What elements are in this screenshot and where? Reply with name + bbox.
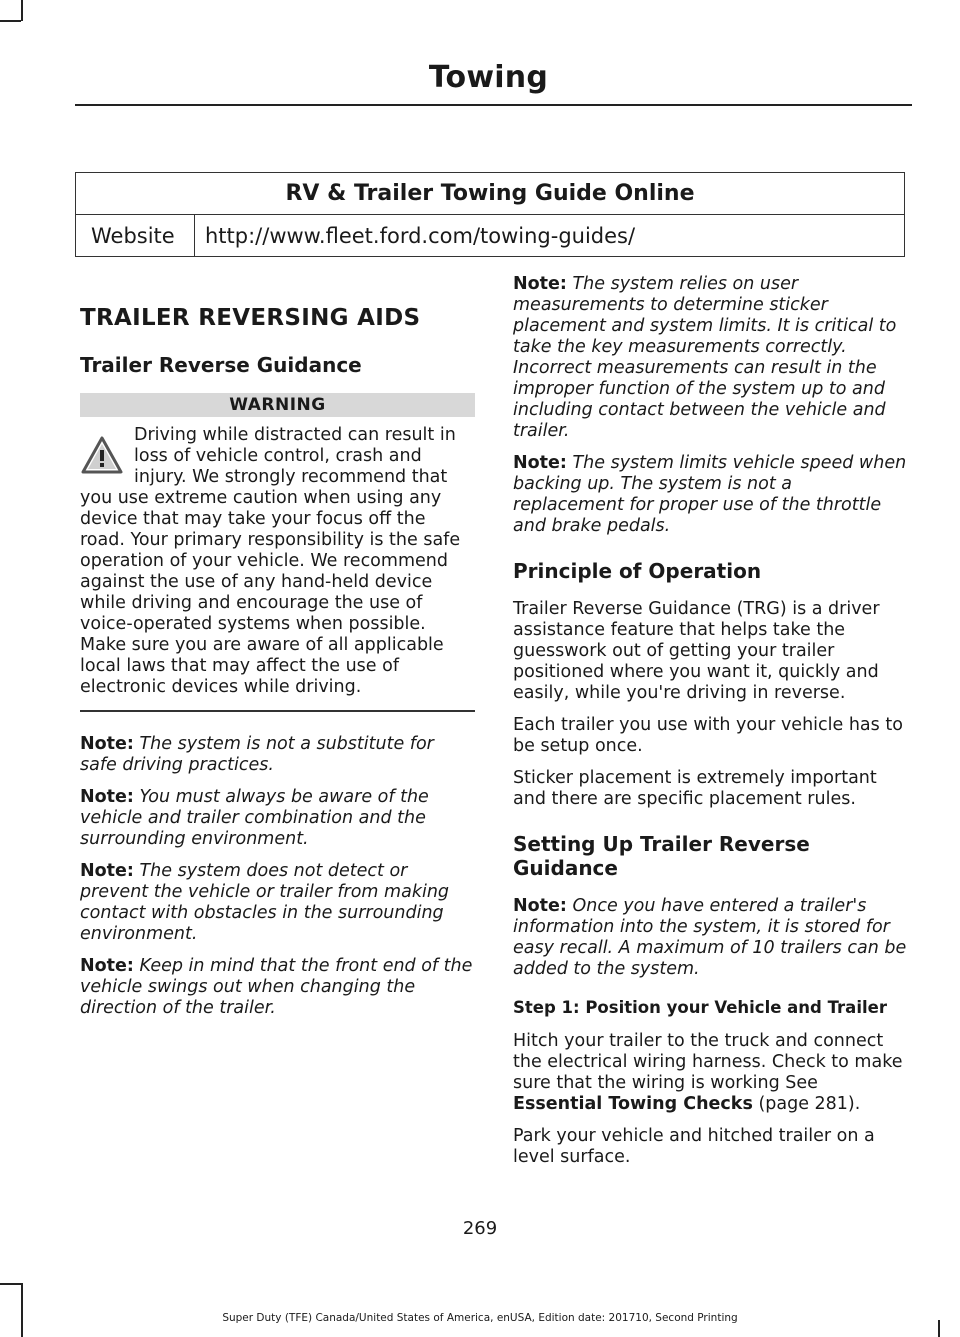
note-text: Once you have entered a trailer's information into the system, it is stored for easy recall. A maximum of 10 trailers can be added to the system. — [513, 896, 907, 979]
header-rule — [75, 104, 912, 106]
note — [80, 956, 475, 1019]
note-label: Note: — [513, 453, 567, 473]
step-text: Hitch your trailer to the truck and connect the electrical wiring harness. Check to make sure that the wiring is working See — [513, 1031, 903, 1093]
page-number: 269 — [462, 1218, 498, 1239]
section-title: TRAILER REVERSING AIDS — [80, 305, 421, 331]
crop-mark — [0, 20, 21, 22]
towing-guide-table — [75, 172, 905, 257]
principle-paragraph: Sticker placement is extremely important and there are specific placement rules. — [513, 768, 877, 809]
note-text: The system limits vehicle speed when backing up. The system is not a replacement for proper use of the throttle and brake pedals. — [513, 453, 907, 536]
cross-reference-link[interactable]: Essential Towing Checks — [513, 1094, 753, 1114]
warning-rule — [80, 710, 475, 712]
crop-mark — [0, 1283, 21, 1285]
note-text: Keep in mind that the front end of the vehicle swings out when changing the direction of the trailer. — [80, 955, 473, 1018]
note-text: You must always be aware of the vehicle and trailer combination and the surrounding environment. — [80, 786, 429, 849]
principle-paragraph: Each trailer you use with your vehicle has to be setup once. — [513, 715, 903, 756]
note — [80, 787, 475, 850]
page-footer: Super Duty (TFE) Canada/United States of America, enUSA, Edition date: 201710, Second Printing — [222, 1312, 738, 1324]
subsection-title: Trailer Reverse Guidance — [80, 353, 362, 377]
note-label: Note: — [80, 955, 134, 976]
note-label: Note: — [80, 860, 134, 881]
crop-mark — [21, 1283, 23, 1337]
note — [513, 274, 908, 442]
warning-text: Driving while distracted can result in loss of vehicle control, crash and injury. We strongly recommend that you use extreme caution when using any device that may take your focus off the road. Your primary responsibility is the safe operation of your vehicle. We recommend against the use of any hand-held device while driving and encourage the use of voice-operated systems when possible. Make sure you are aware of all applicable local laws that may affect the use of electronic devices while driving. — [80, 425, 461, 697]
note-text: The system is not a substitute for safe driving practices. — [80, 733, 434, 775]
note — [80, 734, 475, 776]
crop-mark — [21, 0, 23, 21]
warning-triangle-icon — [80, 435, 124, 475]
note-text: The system relies on user measurements to determine sticker placement and system limits. It is critical to take the key measurements correctly. Incorrect measurements can result in the improper function of the system up to and including contact between the vehicle and trailer. — [513, 274, 897, 441]
note-label: Note: — [513, 274, 567, 294]
note-label: Note: — [80, 733, 134, 754]
warning-body — [80, 425, 475, 698]
table-cell-label: Website — [76, 215, 195, 257]
note — [513, 453, 908, 537]
warning-heading: WARNING — [80, 393, 475, 417]
page-reference: (page 281). — [758, 1094, 861, 1114]
step-paragraph: Park your vehicle and hitched trailer on a level surface. — [513, 1126, 875, 1167]
table-cell-url: http://www.fleet.ford.com/towing-guides/ — [195, 215, 905, 257]
note — [513, 896, 908, 980]
principle-paragraph: Trailer Reverse Guidance (TRG) is a driver assistance feature that helps take the guesswork out of getting your trailer positioned where you want it, quickly and easily, while you're driving in reverse. — [513, 599, 880, 703]
right-column — [513, 274, 908, 1179]
left-column — [80, 305, 475, 1030]
principle-title: Principle of Operation — [513, 559, 762, 583]
setup-title: Setting Up Trailer Reverse Guidance — [513, 832, 810, 880]
note-text: The system does not detect or prevent the vehicle or trailer from making contact with obstacles in the surrounding environment. — [80, 860, 450, 944]
table-title: RV & Trailer Towing Guide Online — [76, 173, 905, 215]
note-label: Note: — [80, 786, 134, 807]
note — [80, 861, 475, 945]
table-header-row — [76, 173, 905, 215]
note-label: Note: — [513, 896, 567, 916]
page-header-title: Towing — [428, 60, 548, 95]
table-row — [76, 215, 905, 257]
warning-box — [80, 393, 475, 712]
step-title: Step 1: Position your Vehicle and Trailer — [513, 998, 887, 1017]
step-paragraph — [513, 1031, 908, 1115]
